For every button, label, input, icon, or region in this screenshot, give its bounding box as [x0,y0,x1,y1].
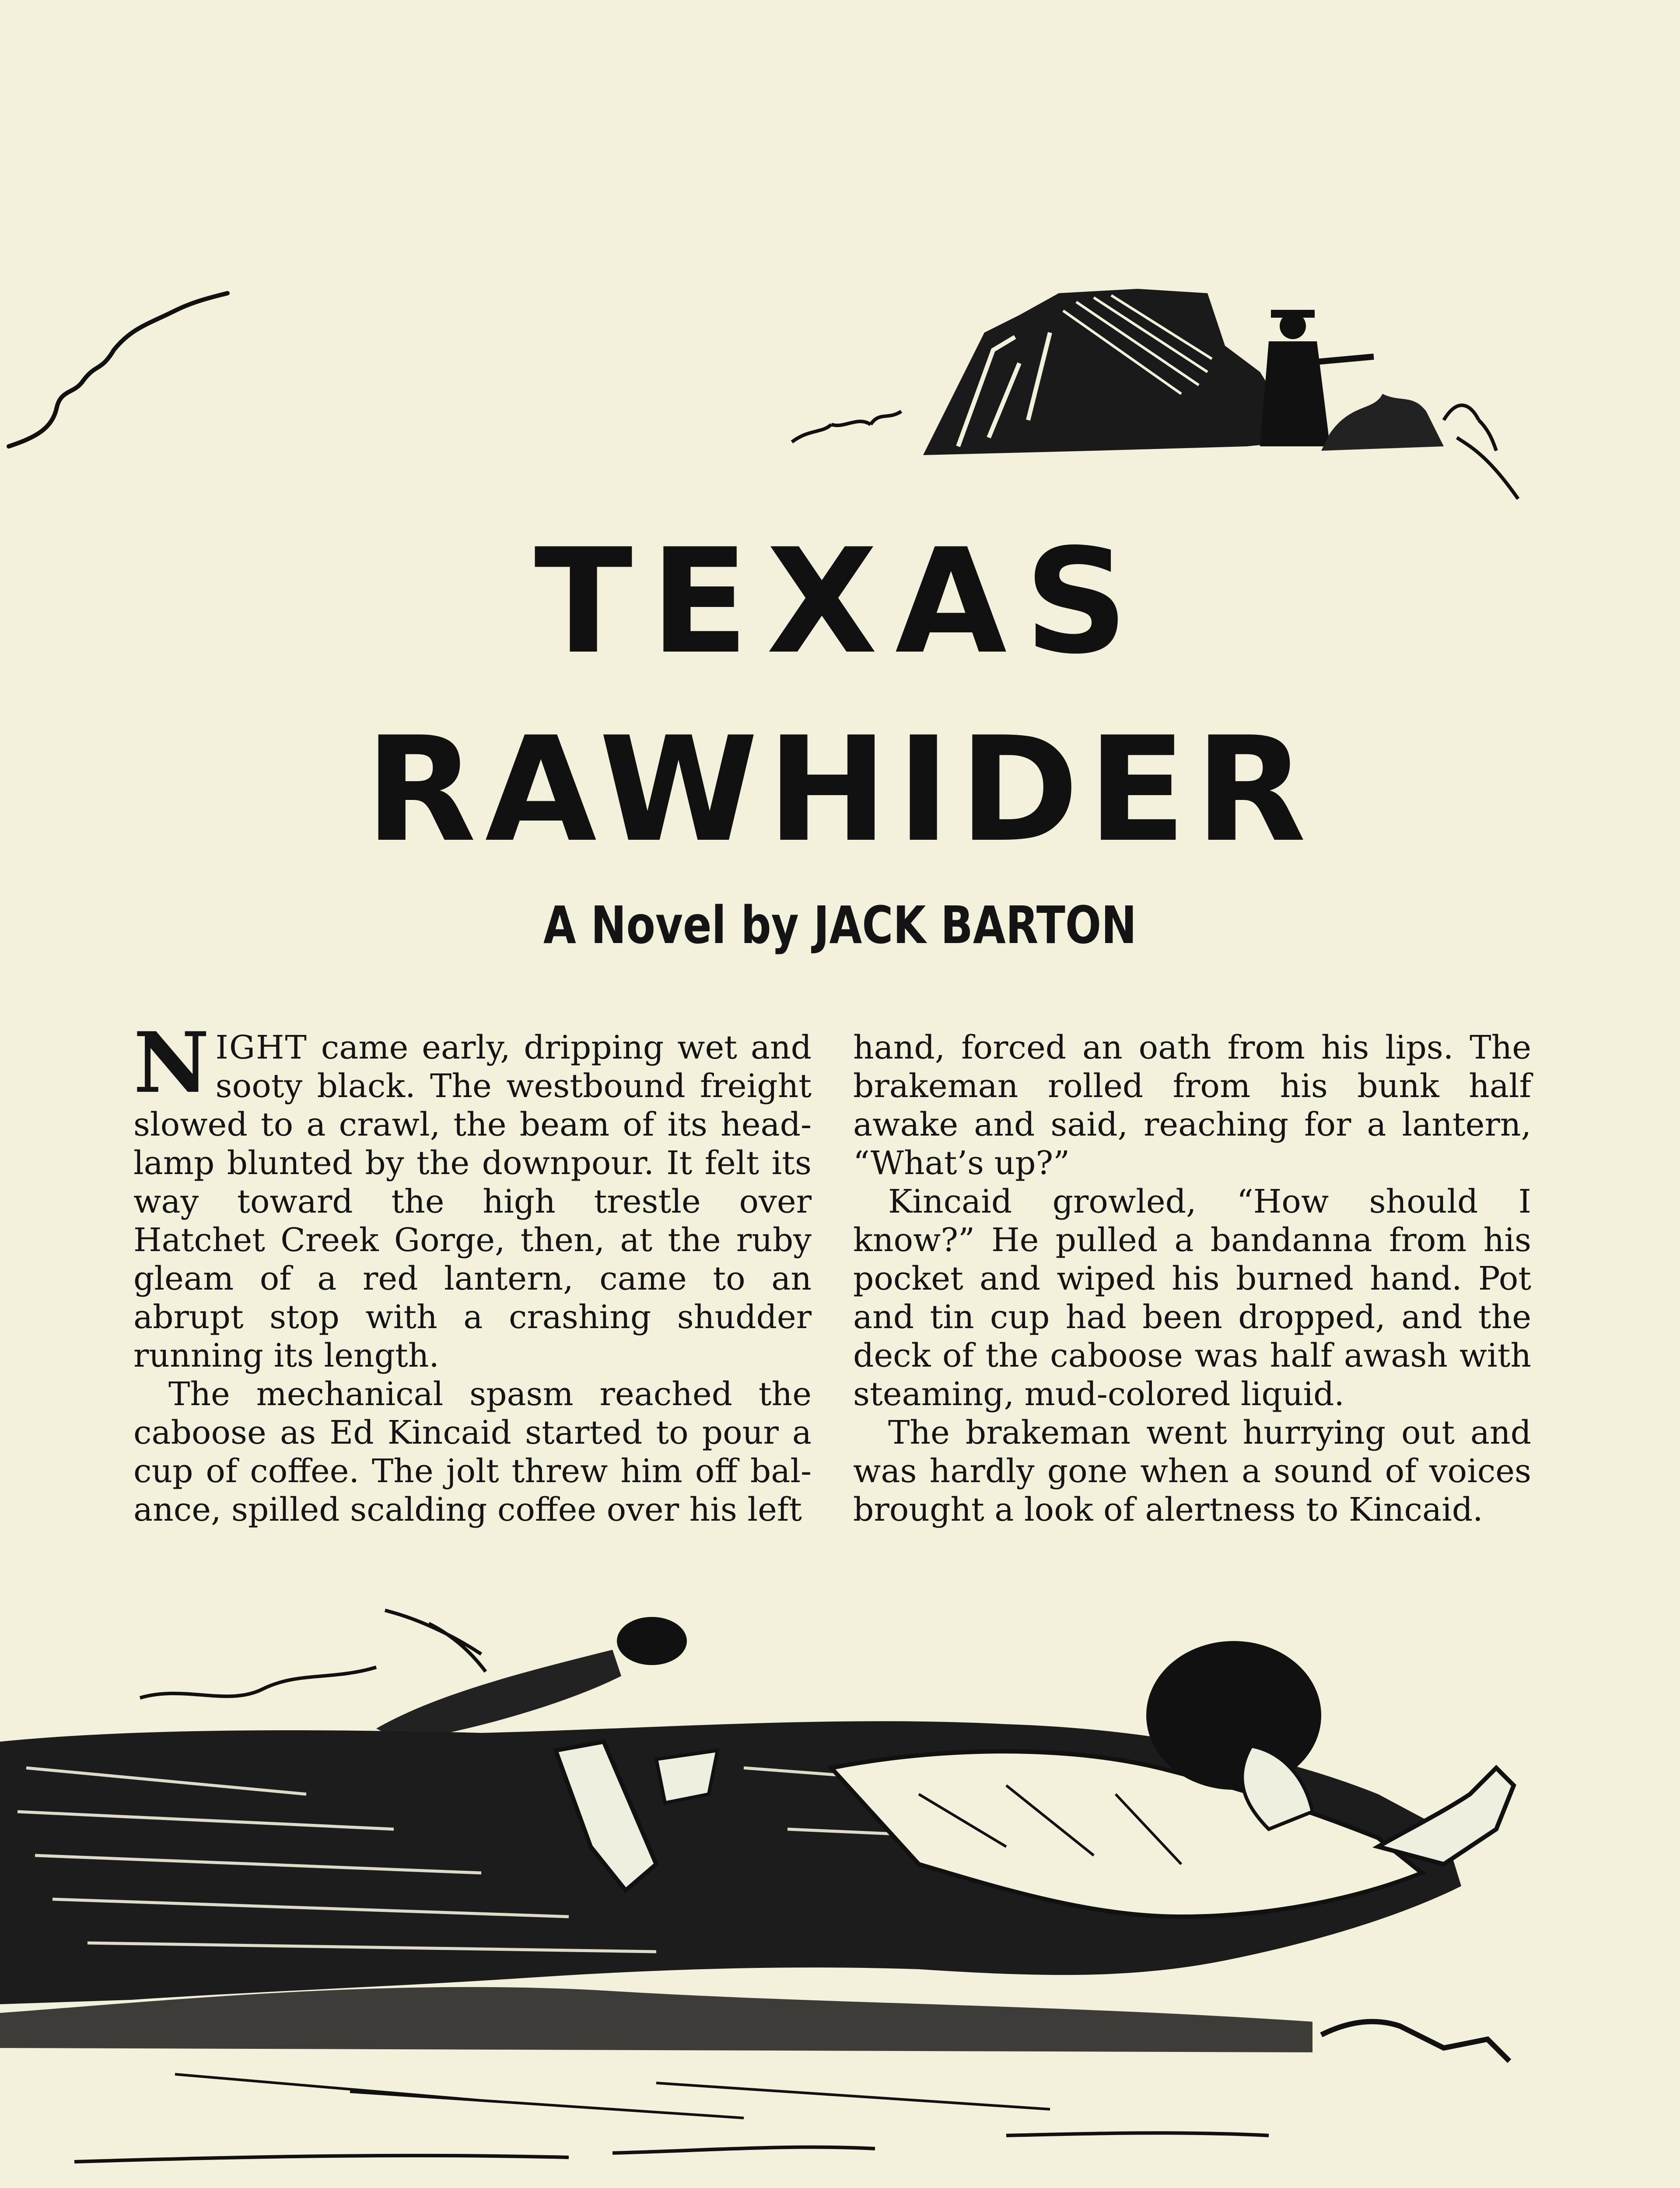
paragraph: Kincaid growled, “How should I know?” He pulled a bandanna from his pocket and wiped his burned hand. Pot and tin cup had been dropped, and the deck of the caboose was half awash with steaming, mud-colored liquid. [853,1183,1531,1413]
paragraph: The brakeman went hurrying out and was hardly gone when a sound of voices brought a look of alertness to Kincaid. [853,1414,1531,1529]
story-title-line-2: RAWHIDER [365,706,1315,874]
paragraph: The mechanical spasm reached the caboose as Ed Kincaid started to pour a cup of coffee. The jolt threw him off bal-ance, spilled scalding coffee over his left [133,1375,812,1529]
crawling-man-illustration [0,1584,1680,2188]
lead-in-caps: IGHT [215,1029,308,1066]
text-column-right [853,1028,1531,1529]
paragraph [133,1014,812,1375]
paragraph: hand, forced an oath from his lips. The brakeman rolled from his bunk half awake and said, reaching for a lantern, “What’s up?” [853,1029,1531,1182]
paragraph-text: came early, dripping wet and sooty black. The westbound freight slowed to a crawl, the beam of its head-lamp blunted by the downpour. It felt its way toward the high trestle over Hatchet Creek Gorge, then, at the ruby gleam of a red lantern, came to an abrupt stop with a crashing shudder running its length. [133,1029,812,1375]
ridge-gunman-illustration [0,263,1680,534]
story-title-line-1: TEXAS [534,518,1146,686]
text-column-left [133,1014,812,1529]
byline: A Novel by JACK BARTON [543,895,1137,955]
drop-cap: N [133,1014,210,1112]
